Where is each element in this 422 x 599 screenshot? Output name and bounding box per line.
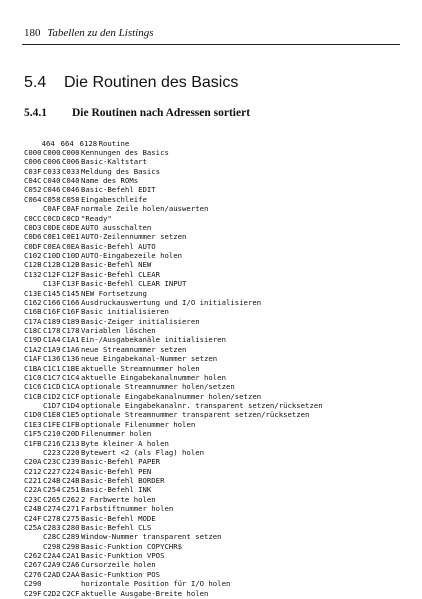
address-464: C17A <box>24 316 42 326</box>
address-6128: C0AF <box>62 204 80 214</box>
address-6128: C189 <box>62 316 80 326</box>
address-6128: C145 <box>62 288 80 298</box>
table-row <box>24 345 323 354</box>
table-row <box>24 579 323 588</box>
address-6128: C298 <box>62 541 80 551</box>
table-row <box>24 532 323 541</box>
routine-description: Basic-Befehl MODE <box>81 513 156 523</box>
routine-description: Basic-Befehl NEW <box>81 260 152 270</box>
routine-description: "Ready" <box>81 213 112 223</box>
address-6128: C040 <box>62 176 80 185</box>
address-6128: C1D4 <box>62 401 80 410</box>
address-6128: C224 <box>62 466 80 476</box>
routine-description: Window-Nummer transparent setzen <box>81 532 222 542</box>
table-row <box>24 317 323 326</box>
routine-description: optionale Eingabekanalnr. transparent setzen/rücksetzen <box>81 401 323 410</box>
routine-description: Byte kleiner A holen <box>81 438 169 448</box>
address-464: C24F <box>24 513 42 523</box>
address-664: C1A4 <box>43 335 61 345</box>
address-464: C19D <box>24 335 42 345</box>
routine-description: Basic-Befehl PAPER <box>81 457 161 467</box>
address-664: C223 <box>43 447 61 457</box>
routine-description: Ein-/Ausgabekanäle initialisieren <box>81 335 226 345</box>
address-464: C267 <box>24 560 42 570</box>
routine-description: Kennungen des Basics <box>81 147 169 157</box>
routine-description: Basic-Zeiger initialisieren <box>81 316 200 326</box>
address-6128: C166 <box>62 297 80 307</box>
address-6128: C1FB <box>62 419 80 429</box>
table-row <box>24 251 323 260</box>
address-464: C03F <box>24 166 42 176</box>
address-664: C12F <box>43 269 61 279</box>
address-664: C13F <box>43 279 61 289</box>
routine-description: AUTO-Zeilennummer setzen <box>81 232 187 242</box>
routine-description: Farbstiftnummer holen <box>81 504 174 514</box>
address-664: C265 <box>43 494 61 504</box>
table-row <box>24 279 323 288</box>
routine-description: AUTO-Eingabezeile holen <box>81 251 183 260</box>
running-title: Tabellen zu den Listings <box>47 27 154 39</box>
subsection-heading <box>24 106 250 120</box>
subsection-number: 5.4.1 <box>24 107 47 119</box>
address-464: C1E3 <box>24 419 42 429</box>
address-464: C16B <box>24 307 42 317</box>
table-row <box>24 570 323 579</box>
address-664: C2D2 <box>43 588 61 598</box>
routine-description: Basic-Befehl CLEAR <box>81 269 161 279</box>
address-464: C162 <box>24 297 42 307</box>
routine-description: Bytewert <2 (als Flag) holen <box>81 447 205 457</box>
address-6128: C1C4 <box>62 372 80 382</box>
routine-description: aktuelle Eingabekanalnummer holen <box>81 372 226 382</box>
table-row <box>24 289 323 298</box>
table-row <box>24 392 323 401</box>
table-header-row <box>24 130 323 149</box>
address-6128: C2A1 <box>62 551 80 560</box>
address-464: C1C0 <box>24 372 42 382</box>
table-row <box>24 167 323 176</box>
routine-description: Variablen löschen <box>81 326 156 335</box>
address-464: C276 <box>24 569 42 579</box>
table-row <box>24 560 323 569</box>
address-6128: C220 <box>62 447 80 457</box>
address-664: C210 <box>43 429 61 439</box>
address-464: C0D6 <box>24 232 42 242</box>
table-row <box>24 495 323 504</box>
address-6128: C0E1 <box>62 232 80 242</box>
address-6128: C275 <box>62 513 80 523</box>
column-header-664: 664 <box>60 139 74 149</box>
routine-table <box>24 130 323 598</box>
table-row <box>24 232 323 241</box>
routine-description: Basic initialisieren <box>81 307 169 317</box>
table-row <box>24 542 323 551</box>
address-6128: C000 <box>62 147 80 157</box>
address-664: C006 <box>43 157 61 167</box>
table-row <box>24 429 323 438</box>
address-664: C0CD <box>43 213 61 223</box>
address-664: C16F <box>43 307 61 317</box>
page-number: 180 <box>24 27 41 39</box>
address-664: C0E1 <box>43 232 61 242</box>
routine-description: neue Streamnummer setzen <box>81 344 187 354</box>
table-row <box>24 307 323 316</box>
address-464: C221 <box>24 476 42 485</box>
address-664: C254 <box>43 485 61 495</box>
address-6128: C1CA <box>62 382 80 392</box>
address-664: C145 <box>43 288 61 298</box>
table-row <box>24 260 323 269</box>
section-title: Die Routinen des Basics <box>64 74 239 91</box>
address-664: C2AD <box>43 569 61 579</box>
table-row <box>24 214 323 223</box>
routine-description: optionale Filenummer holen <box>81 419 196 429</box>
address-6128: C12F <box>62 269 80 279</box>
address-664: C1D7 <box>43 401 61 410</box>
address-664: C23C <box>43 457 61 467</box>
table-row <box>24 157 323 166</box>
address-464: C1F5 <box>24 429 42 439</box>
table-row <box>24 476 323 485</box>
address-6128: C1A6 <box>62 344 80 354</box>
table-row <box>24 270 323 279</box>
address-664: C1C1 <box>43 363 61 373</box>
address-664: C278 <box>43 513 61 523</box>
address-464: C25A <box>24 522 42 532</box>
address-664: C1D2 <box>43 391 61 401</box>
table-row <box>24 185 323 194</box>
address-664: C216 <box>43 438 61 448</box>
address-464: C18C <box>24 326 42 335</box>
table-row <box>24 410 323 419</box>
address-6128: C136 <box>62 354 80 364</box>
table-row <box>24 382 323 391</box>
table-row <box>24 457 323 466</box>
address-464: C24B <box>24 504 42 514</box>
table-row <box>24 589 323 598</box>
address-6128: C13F <box>62 279 80 289</box>
address-6128: C1E5 <box>62 410 80 420</box>
routine-description: horizontale Position für I/O holen <box>81 579 231 589</box>
table-row <box>24 551 323 560</box>
address-6128: C251 <box>62 485 80 495</box>
address-6128: C20D <box>62 429 80 439</box>
column-header-routine: Routine <box>98 139 130 149</box>
routine-description: Eingabeschleife <box>81 194 147 204</box>
address-6128: C006 <box>62 157 80 167</box>
running-header <box>24 27 398 40</box>
address-6128: C033 <box>62 166 80 176</box>
address-6128: C2CF <box>62 588 80 598</box>
table-row <box>24 514 323 523</box>
address-664: C0DE <box>43 222 61 232</box>
routine-description: neue Eingabekanal-Nummer setzen <box>81 354 218 364</box>
address-6128: C1CF <box>62 391 80 401</box>
address-6128: C289 <box>62 532 80 542</box>
section-heading <box>24 74 238 92</box>
routine-description: optionale Streamnummer holen/setzen <box>81 382 235 392</box>
routine-description: Cursorzeile holen <box>81 560 156 570</box>
routine-description: Basic-Funktion POS <box>81 569 161 579</box>
table-row <box>24 448 323 457</box>
address-464: C262 <box>24 551 42 560</box>
table-row <box>24 326 323 335</box>
address-664: C0EA <box>43 241 61 251</box>
address-464: C102 <box>24 251 42 260</box>
address-464: C22A <box>24 485 42 495</box>
routine-description: Basic-Funktion COPYCHR$ <box>81 541 183 551</box>
column-header-464: 464 <box>41 139 55 149</box>
address-464: C23C <box>24 494 42 504</box>
address-464: C0DF <box>24 241 42 251</box>
address-664: C1FE <box>43 419 61 429</box>
routine-description: Meldung des Basics <box>81 166 161 176</box>
routine-description: normale Zeile holen/auswerten <box>81 204 209 214</box>
address-6128: C058 <box>62 194 80 204</box>
address-6128: C271 <box>62 504 80 514</box>
address-664: C12B <box>43 260 61 270</box>
routine-description: Filenummer holen <box>81 429 152 439</box>
address-464: C0CC <box>24 213 42 223</box>
address-464: C052 <box>24 185 42 195</box>
address-664: C1E8 <box>43 410 61 420</box>
address-6128: C0EA <box>62 241 80 251</box>
address-464: C290 <box>24 579 42 589</box>
routine-description: Basic-Befehl EDIT <box>81 185 156 195</box>
address-664: C136 <box>43 354 61 364</box>
address-6128: C2AA <box>62 569 80 579</box>
table-row <box>24 335 323 344</box>
section-number: 5.4 <box>24 74 47 91</box>
routine-description: Basic-Befehl AUTO <box>81 241 156 251</box>
table-row <box>24 467 323 476</box>
routine-description: Basic-Befehl BORDER <box>81 476 165 485</box>
address-6128: C1BE <box>62 363 80 373</box>
routine-description: aktuelle Ausgabe-Breite holen <box>81 588 209 598</box>
address-664: C10D <box>43 251 61 260</box>
table-row <box>24 204 323 213</box>
address-6128: C1A1 <box>62 335 80 345</box>
table-row <box>24 148 323 157</box>
routine-description: NEW Fortsetzung <box>81 288 147 298</box>
address-464: C1AF <box>24 354 42 364</box>
address-464: C000 <box>24 147 42 157</box>
address-664: C227 <box>43 466 61 476</box>
routine-description: aktuelle Streamnummer holen <box>81 363 200 373</box>
address-464: C29F <box>24 588 42 598</box>
address-6128: C046 <box>62 185 80 195</box>
table-row <box>24 439 323 448</box>
address-464: C1A2 <box>24 344 42 354</box>
table-row <box>24 401 323 410</box>
routine-description: Name des ROMs <box>81 176 139 185</box>
address-664: C040 <box>43 176 61 185</box>
routine-description: Basic-Funktion VPOS <box>81 551 165 560</box>
address-6128: C16F <box>62 307 80 317</box>
column-header-6128: 6128 <box>79 139 98 149</box>
address-664: C1C7 <box>43 372 61 382</box>
table-row <box>24 364 323 373</box>
routine-description: Basic-Befehl CLEAR INPUT <box>81 279 187 289</box>
table-row <box>24 485 323 494</box>
address-664: C274 <box>43 504 61 514</box>
address-664: C24B <box>43 476 61 485</box>
address-6128: C10D <box>62 251 80 260</box>
routine-description: Basic-Befehl PEN <box>81 466 152 476</box>
table-row <box>24 223 323 232</box>
table-row <box>24 242 323 251</box>
table-row <box>24 298 323 307</box>
address-6128: C280 <box>62 522 80 532</box>
address-664: C189 <box>43 316 61 326</box>
address-664: C2A9 <box>43 560 61 570</box>
table-row <box>24 523 323 532</box>
address-6128: C2A6 <box>62 560 80 570</box>
table-row <box>24 176 323 185</box>
address-664: C0AF <box>43 204 61 214</box>
address-464: C0D3 <box>24 222 42 232</box>
address-6128: C0CD <box>62 213 80 223</box>
routine-description: Ausdruckauswertung und I/O initialisieren <box>81 297 262 307</box>
routine-description: optionale Streamnummer transparent setzen/rücksetzen <box>81 410 310 420</box>
address-464: C20A <box>24 457 42 467</box>
address-664: C1A9 <box>43 344 61 354</box>
address-6128: C178 <box>62 326 80 335</box>
table-row <box>24 354 323 363</box>
address-464: C132 <box>24 269 42 279</box>
address-6128: C262 <box>62 494 80 504</box>
address-6128: C24B <box>62 476 80 485</box>
address-6128: C0DE <box>62 222 80 232</box>
address-464: C13E <box>24 288 42 298</box>
address-464: C1BA <box>24 363 42 373</box>
header-rule <box>22 44 400 45</box>
address-664: C298 <box>43 541 61 551</box>
routine-description: Basic-Befehl CLS <box>81 522 152 532</box>
address-664: C283 <box>43 522 61 532</box>
address-464: C1CB <box>24 391 42 401</box>
address-464: C006 <box>24 157 42 167</box>
address-464: C1C6 <box>24 382 42 392</box>
address-464: C1D0 <box>24 410 42 420</box>
address-464: C064 <box>24 194 42 204</box>
address-664: C28C <box>43 532 61 542</box>
address-664: C1CD <box>43 382 61 392</box>
table-row <box>24 195 323 204</box>
address-664: C178 <box>43 326 61 335</box>
routine-description: optionale Eingabekanalnummer holen/setzen <box>81 391 262 401</box>
address-6128: C213 <box>62 438 80 448</box>
routine-description: AUTO ausschalten <box>81 222 152 232</box>
address-6128: C12B <box>62 260 80 270</box>
address-464: C04C <box>24 176 42 185</box>
routine-description: 2 Farbwerte holen <box>81 494 156 504</box>
address-464: C12B <box>24 260 42 270</box>
routine-description: Basic-Kaltstart <box>81 157 147 167</box>
address-464: C212 <box>24 466 42 476</box>
subsection-title: Die Routinen nach Adressen sortiert <box>72 107 251 119</box>
routine-description: Basic-Befehl INK <box>81 485 152 495</box>
address-664: C033 <box>43 166 61 176</box>
address-664: C2A4 <box>43 551 61 560</box>
address-664: C166 <box>43 297 61 307</box>
table-row <box>24 504 323 513</box>
address-664: C058 <box>43 194 61 204</box>
table-row <box>24 420 323 429</box>
address-664: C046 <box>43 185 61 195</box>
address-464: C1FB <box>24 438 42 448</box>
address-6128: C239 <box>62 457 80 467</box>
table-row <box>24 373 323 382</box>
address-664: C000 <box>43 147 61 157</box>
